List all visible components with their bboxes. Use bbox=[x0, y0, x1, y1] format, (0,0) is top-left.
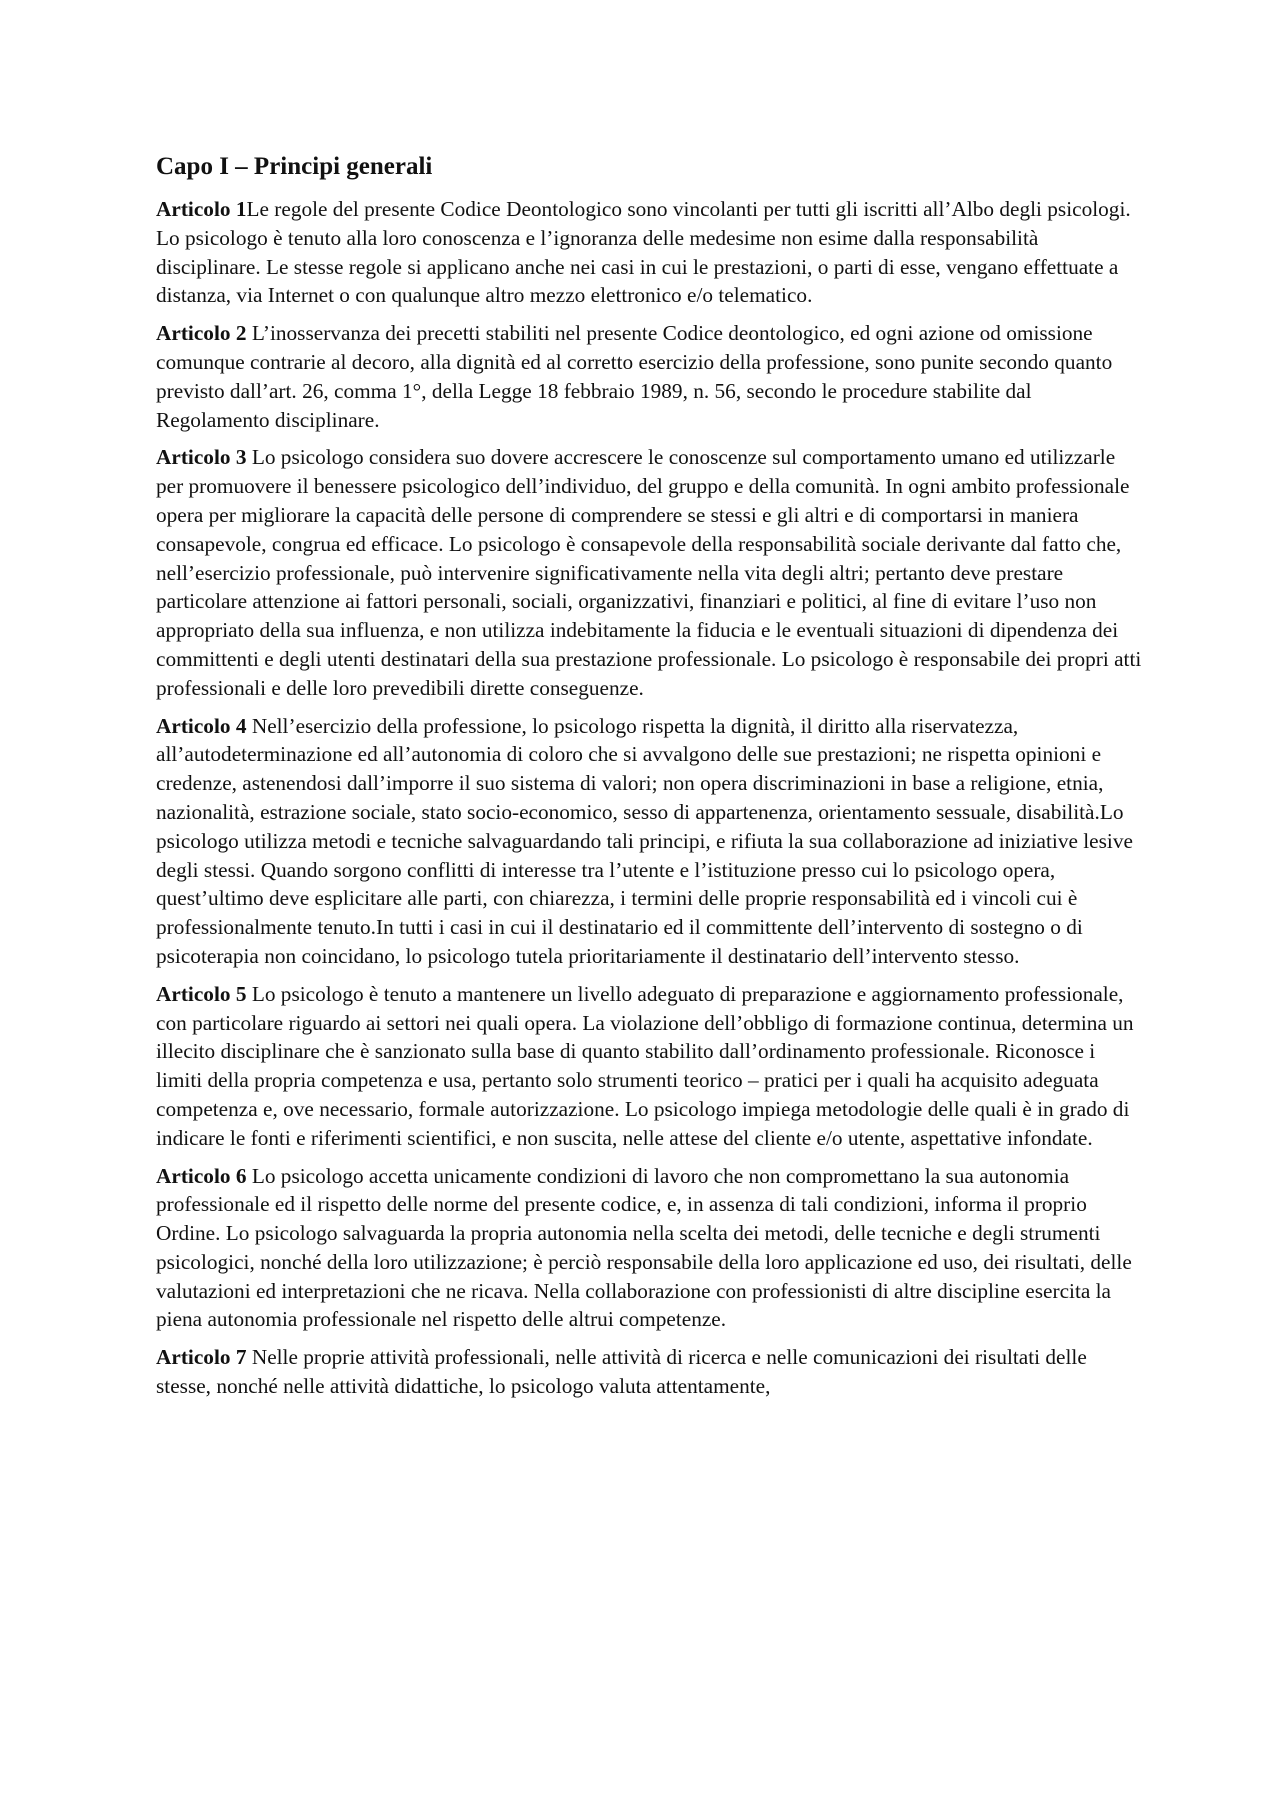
article-1 bbox=[156, 195, 1146, 310]
article-text: Nelle proprie attività professionali, nelle attività di ricerca e nelle comunicazioni dei risultati delle stesse, nonché nelle attività didattiche, lo psicologo valuta attentamente, bbox=[156, 1345, 1087, 1399]
article-6 bbox=[156, 1162, 1146, 1335]
article-label: Articolo 3 bbox=[156, 445, 247, 470]
article-4 bbox=[156, 712, 1146, 971]
article-5 bbox=[156, 980, 1146, 1153]
article-3 bbox=[156, 443, 1146, 702]
article-text: Lo psicologo considera suo dovere accrescere le conoscenze sul comportamento umano ed utilizzarle per promuovere il benessere psicologico dell’individuo, del gruppo e della comunità. In ogni ambito professionale opera per migliorare la capacità delle persone di comprendere se stessi e gli altri e di comportarsi in maniera consapevole, congrua ed efficace. Lo psicologo è consapevole della responsabilità sociale derivante dal fatto che, nell’esercizio professionale, può intervenire significativamente nella vita degli altri; pertanto deve prestare particolare attenzione ai fattori personali, sociali, organizzativi, finanziari e politici, al fine di evitare l’uso non appropriato della sua influenza, e non utilizza indebitamente la fiducia e le eventuali situazioni di dipendenza dei committenti e degli utenti destinatari della sua prestazione professionale. Lo psicologo è responsabile dei propri atti professionali e delle loro prevedibili dirette conseguenze. bbox=[156, 445, 1142, 700]
document-page bbox=[156, 150, 1146, 1410]
chapter-title: Capo I – Principi generali bbox=[156, 153, 433, 180]
article-label: Articolo 6 bbox=[156, 1163, 247, 1188]
article-label: Articolo 4 bbox=[156, 713, 247, 738]
article-2 bbox=[156, 319, 1146, 434]
article-label: Articolo 7 bbox=[156, 1345, 247, 1370]
article-label: Articolo 5 bbox=[156, 981, 247, 1006]
article-text: Le regole del presente Codice Deontologico sono vincolanti per tutti gli iscritti all’Albo degli psicologi. Lo psicologo è tenuto alla loro conoscenza e l’ignoranza delle medesime non esime dalla responsabilità disciplinare. Le stesse regole si applicano anche nei casi in cui le prestazioni, o parti di esse, vengano effettuate a distanza, via Internet o con qualunque altro mezzo elettronico e/o telematico. bbox=[156, 197, 1131, 308]
article-text: L’inosservanza dei precetti stabiliti nel presente Codice deontologico, ed ogni azione od omissione comunque contrarie al decoro, alla dignità ed al corretto esercizio della professione, sono punite secondo quanto previsto dall’art. 26, comma 1°, della Legge 18 febbraio 1989, n. 56, secondo le procedure stabilite dal Regolamento disciplinare. bbox=[156, 321, 1113, 432]
article-text: Lo psicologo è tenuto a mantenere un livello adeguato di preparazione e aggiornamento professionale, con particolare riguardo ai settori nei quali opera. La violazione dell’obbligo di formazione continua, determina un illecito disciplinare che è sanzionato sulla base di quanto stabilito dall’ordinamento professionale. Riconosce i limiti della propria competenza e usa, pertanto solo strumenti teorico – pratici per i quali ha acquisito adeguata competenza e, ove necessario, formale autorizzazione. Lo psicologo impiega metodologie delle quali è in grado di indicare le fonti e riferimenti scientifici, e non suscita, nelle attese del cliente e/o utente, aspettative infondate. bbox=[156, 981, 1134, 1150]
article-text: Lo psicologo accetta unicamente condizioni di lavoro che non compromettano la sua autonomia professionale ed il rispetto delle norme del presente codice, e, in assenza di tali condizioni, informa il proprio Ordine. Lo psicologo salvaguarda la propria autonomia nella scelta dei metodi, delle tecniche e degli strumenti psicologici, nonché della loro utilizzazione; è perciò responsabile della loro applicazione ed uso, dei risultati, delle valutazioni ed interpretazioni che ne ricava. Nella collaborazione con professionisti di altre discipline esercita la piena autonomia professionale nel rispetto delle altrui competenze. bbox=[156, 1163, 1132, 1332]
article-label: Articolo 2 bbox=[156, 321, 247, 346]
article-label: Articolo 1 bbox=[156, 197, 247, 221]
article-text: Nell’esercizio della professione, lo psicologo rispetta la dignità, il diritto alla riservatezza, all’autodeterminazione ed all’autonomia di coloro che si avvalgono delle sue prestazioni; ne rispetta opinioni e credenze, astenendosi dall’imporre il suo sistema di valori; non opera discriminazioni in base a religione, etnia, nazionalità, estrazione sociale, stato socio-economico, sesso di appartenenza, orientamento sessuale, disabilità.Lo psicologo utilizza metodi e tecniche salvaguardando tali principi, e rifiuta la sua collaborazione ad iniziative lesive degli stessi. Quando sorgono conflitti di interesse tra l’utente e l’istituzione presso cui lo psicologo opera, quest’ultimo deve esplicitare alle parti, con chiarezza, i termini delle proprie responsabilità ed i vincoli cui è professionalmente tenuto.In tutti i casi in cui il destinatario ed il committente dell’intervento di sostegno o di psicoterapia non coincidano, lo psicologo tutela prioritariamente il destinatario dell’intervento stesso. bbox=[156, 713, 1133, 968]
article-7 bbox=[156, 1343, 1146, 1401]
